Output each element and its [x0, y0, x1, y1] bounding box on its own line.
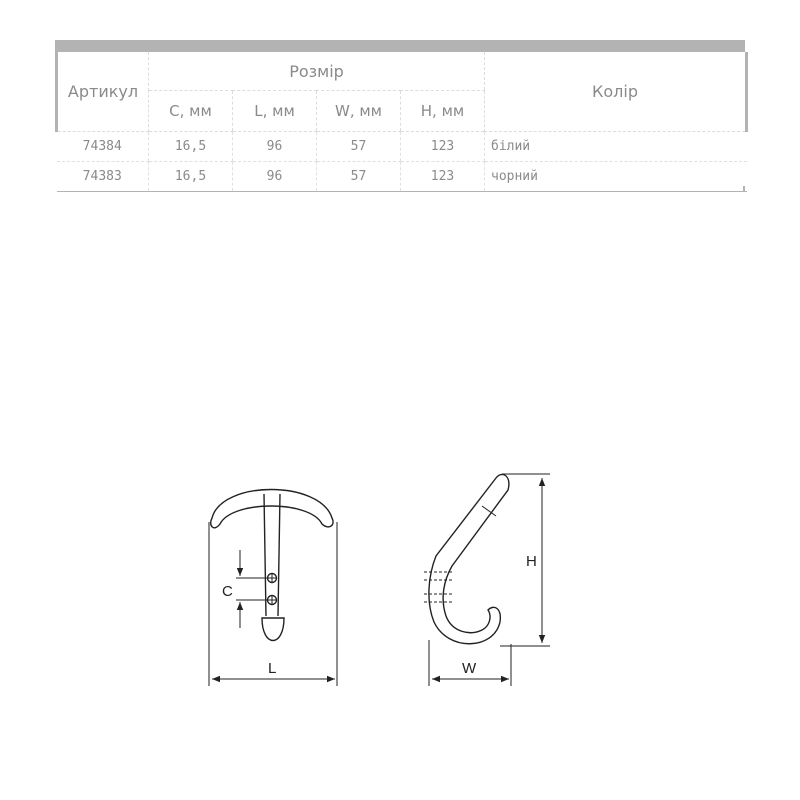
- screw-cross: [267, 573, 277, 605]
- header-article: Артикул: [57, 52, 149, 132]
- label-w: W: [462, 660, 477, 677]
- header-l: L, мм: [233, 91, 317, 132]
- label-c: C: [222, 583, 233, 600]
- hook-side-body: [429, 474, 509, 643]
- dimension-h: [500, 474, 550, 646]
- header-h: H, мм: [401, 91, 485, 132]
- cell-h: 123: [401, 132, 485, 162]
- cell-w: 57: [317, 132, 401, 162]
- label-l: L: [268, 660, 277, 677]
- header-w: W, мм: [317, 91, 401, 132]
- cell-l: 96: [233, 132, 317, 162]
- hook-arc: [211, 490, 333, 528]
- cell-c: 16,5: [149, 162, 233, 192]
- cell-h: 123: [401, 162, 485, 192]
- header-c: C, мм: [149, 91, 233, 132]
- label-h: H: [526, 553, 537, 570]
- header-size: Розмір: [149, 52, 485, 91]
- cell-l: 96: [233, 162, 317, 192]
- cell-w: 57: [317, 162, 401, 192]
- cell-c: 16,5: [149, 132, 233, 162]
- cell-article: 74383: [57, 162, 149, 192]
- hook-side-view: [429, 474, 509, 643]
- hook-tip: [262, 618, 284, 641]
- hook-side-seam: [482, 506, 496, 516]
- cell-color: чорний: [485, 162, 747, 192]
- dimension-c: [236, 550, 268, 628]
- hook-front-view: [211, 490, 333, 641]
- header-color: Колір: [485, 52, 747, 132]
- cell-article: 74384: [57, 132, 149, 162]
- cell-color: білий: [485, 132, 747, 162]
